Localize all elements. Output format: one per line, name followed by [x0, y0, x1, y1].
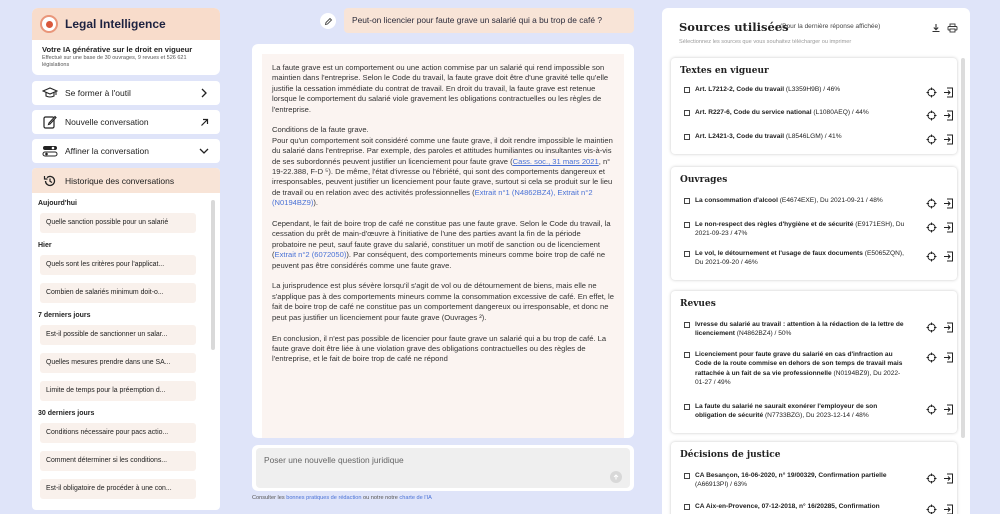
source-label	[695, 320, 909, 339]
source-label	[695, 502, 909, 511]
citation-link[interactable]: Extrait n°1 (N4862BZ4), Extrait n°2 (N0194BZ9)	[272, 187, 593, 208]
target-icon[interactable]	[926, 320, 937, 338]
history-item[interactable]: Est-il possible de sanctionner un salar...	[40, 325, 196, 345]
history-label: Historique des conversations	[65, 175, 175, 186]
target-icon[interactable]	[926, 85, 937, 103]
edit-icon	[40, 115, 60, 129]
sources-title: Sources utilisées	[679, 20, 789, 34]
answer-text-run: ).	[313, 198, 319, 208]
target-icon[interactable]	[926, 132, 937, 150]
source-actions	[926, 220, 954, 238]
target-icon[interactable]	[926, 350, 937, 368]
source-meta: (E5065ZQN), Du 2021-09-20 / 46%	[695, 250, 904, 267]
history-header[interactable]	[32, 168, 220, 193]
source-actions	[926, 402, 954, 420]
section-heading: Décisions de justice	[680, 450, 781, 460]
source-actions	[926, 85, 954, 103]
tagline: Votre IA générative sur le droit en vigueur	[42, 45, 193, 54]
source-item	[684, 220, 954, 239]
sources-scrollbar[interactable]	[961, 58, 965, 438]
answer-text-run: Cependant, le fait de boire trop de café ne constitue pas une faute grave. Selon le Code du travail, la cessation du prêt de main-d'œuvre à l'initiative de l'une des parties avant la fin de la période probatoire ne peut, sauf faute grave du salarié, constituer un motif de sanction ou de licenciement (	[272, 219, 611, 260]
source-checkbox[interactable]	[684, 504, 690, 510]
app-header	[32, 8, 220, 75]
sources-title-note: (Pour la dernière réponse affichée)	[780, 23, 881, 30]
source-meta: (E9171ESH), Du 2021-09-23 / 47%	[695, 221, 905, 238]
history-item[interactable]: Limite de temps pour la préemption d...	[40, 381, 196, 401]
source-meta: (L8546LGM) / 41%	[784, 133, 842, 140]
section-textes-en-vigueur	[671, 58, 957, 154]
new-conversation-button[interactable]	[32, 110, 220, 134]
source-label	[695, 132, 909, 141]
open-source-icon[interactable]	[943, 85, 954, 103]
new-conversation-label: Nouvelle conversation	[65, 117, 149, 127]
source-checkbox[interactable]	[684, 87, 690, 93]
source-title: La faute du salarié ne saurait exonérer l'employeur de son obligation de sécurité	[695, 403, 878, 420]
arrow-up-icon	[613, 474, 619, 480]
toggle-settings-icon	[40, 145, 60, 157]
section-ouvrages	[671, 167, 957, 280]
source-item	[684, 196, 954, 205]
section-title: Conditions de la faute grave.	[272, 125, 369, 135]
source-actions	[926, 320, 954, 338]
group-label-30-days: 30 derniers jours	[38, 410, 95, 417]
source-actions	[926, 196, 954, 214]
open-source-icon[interactable]	[943, 249, 954, 267]
citation-link[interactable]: Cass. soc., 31 mars 2021	[512, 156, 599, 166]
source-checkbox[interactable]	[684, 222, 690, 228]
history-item[interactable]: Comment déterminer si les conditions...	[40, 451, 196, 471]
source-checkbox[interactable]	[684, 404, 690, 410]
source-meta: (A66913PI) / 63%	[695, 481, 748, 489]
source-title: Le non-respect des règles d'hygiène et de sécurité	[695, 221, 854, 228]
answer-text	[262, 54, 624, 438]
source-label	[695, 350, 909, 388]
answer-paragraph: La jurisprudence est plus sévère lorsqu'il s'agit de vol ou de détournement de biens, mais elle ne s'applique pas à des comportements mineurs comme la consommation excessive de café. En effet, le fait de boire trop de café ne constitue pas un comportement dangereux ou irresponsable, et donc ne peut pas justifier un licenciement pour faute grave (Ouvrages ²).	[272, 281, 614, 322]
source-actions	[926, 249, 954, 267]
open-source-icon[interactable]	[943, 471, 954, 489]
source-checkbox[interactable]	[684, 322, 690, 328]
open-source-icon[interactable]	[943, 196, 954, 214]
target-icon[interactable]	[926, 402, 937, 420]
chevron-down-icon	[194, 147, 214, 155]
open-source-icon[interactable]	[943, 108, 954, 126]
app-name: Legal Intelligence	[65, 17, 166, 31]
source-label	[695, 108, 909, 117]
best-practices-link[interactable]: bonnes pratiques de rédaction	[286, 495, 362, 501]
source-checkbox[interactable]	[684, 110, 690, 116]
source-item	[684, 320, 954, 339]
source-item	[684, 350, 954, 388]
user-question: Peut-on licencier pour faute grave un salarié qui a bu trop de café ?	[344, 8, 634, 33]
target-icon[interactable]	[926, 249, 937, 267]
history-list	[32, 193, 220, 510]
group-label-yesterday: Hier	[38, 242, 52, 249]
source-checkbox[interactable]	[684, 251, 690, 257]
source-actions	[926, 502, 954, 514]
source-item	[684, 249, 954, 268]
section-heading: Textes en vigueur	[680, 66, 769, 76]
arrow-up-right-icon	[194, 118, 214, 127]
answer-paragraph: La faute grave est un comportement ou une action commise par un salarié qui rend impossible son maintien dans l'entreprise. Selon le Code du travail, la faute grave doit être d'une gravité telle qu'elle justifie la cessation immédiate du contrat de travail. En droit du travail, la faute grave est retenue lorsque le comportement du salarié viole gravement les obligations contractuelles ou les règles de l'entreprise.	[272, 63, 609, 114]
sources-toolbar	[931, 20, 958, 38]
answer-paragraph: En conclusion, il n'est pas possible de licencier pour faute grave un salarié qui a bu trop de café. La faute grave doit être liée à une violation grave des obligations contractuelles ou des règles de l'entreprise, et le fait de boire trop de café ne répond	[272, 333, 607, 364]
source-item	[684, 132, 954, 141]
answer-panel	[252, 44, 634, 438]
source-label	[695, 85, 909, 94]
target-icon[interactable]	[926, 502, 937, 514]
source-label	[695, 220, 909, 239]
chevron-right-icon	[194, 88, 214, 98]
source-actions	[926, 471, 954, 489]
source-item	[684, 502, 954, 511]
open-source-icon[interactable]	[943, 320, 954, 338]
history-scrollbar[interactable]	[211, 200, 215, 350]
group-label-7-days: 7 derniers jours	[38, 312, 91, 319]
open-source-icon[interactable]	[943, 502, 954, 514]
source-title: Ivresse du salarié au travail : attention à la rédaction de la lettre de licenciement	[695, 321, 904, 338]
source-checkbox[interactable]	[684, 473, 690, 479]
train-button[interactable]	[32, 81, 220, 105]
source-meta: (E4674EXE), Du 2021-09-21 / 48%	[777, 197, 883, 204]
sources-panel	[662, 8, 970, 514]
source-item	[684, 402, 954, 421]
source-item	[684, 85, 954, 94]
source-title: CA Besançon, 16-06-2020, n° 19/00329, Confirmation partielle	[695, 472, 887, 479]
section-revues	[671, 291, 957, 433]
section-heading: Ouvrages	[680, 175, 728, 185]
source-title: La consommation d'alcool	[695, 197, 778, 204]
source-item	[684, 108, 954, 117]
open-source-icon[interactable]	[943, 132, 954, 150]
answer-paragraph	[272, 219, 614, 271]
open-source-icon[interactable]	[943, 350, 954, 368]
source-title: Licenciement pour faute grave du salarié en cas d'infraction au Code de la route commise en dehors de son temps de travail mais rattachée à un fait de sa vie professionnelle	[695, 351, 903, 377]
question-input[interactable]: Poser une nouvelle question juridique	[256, 448, 630, 488]
question-input-box	[252, 445, 634, 491]
refine-conversation-button[interactable]	[32, 139, 220, 163]
source-label	[695, 471, 909, 490]
answer-text-run: ). Par conséquent, des comportements mineurs comme boire trop de café ne peuvent pas être considérés comme une faute grave.	[272, 250, 606, 270]
source-meta: (N4862BZ4) / 50%	[734, 330, 792, 338]
source-actions	[926, 132, 954, 150]
answer-text-run: Pour qu'un comportement soit considéré comme une faute grave, il doit rendre impossible le maintien du salarié dans l'entreprise. Par exemple, des paroles et attitudes humiliantes ou insultantes vis-à-vis de ses subordonnés peuvent justifier un licenciement pour faute grave (	[272, 135, 613, 166]
footer-text: Consulter les	[252, 495, 287, 501]
source-title: Le vol, le détournement et l'usage de faux documents	[695, 250, 863, 257]
source-meta: (N0194BZ9), Du 2022-01-27 / 49%	[695, 369, 901, 387]
target-icon[interactable]	[926, 108, 937, 126]
sources-subtitle: Sélectionnez les sources que vous souhaitez télécharger ou imprimer	[679, 39, 852, 45]
section-heading: Revues	[680, 299, 716, 309]
ai-charter-link[interactable]: charte de l'IA	[399, 495, 432, 501]
history-item[interactable]: Quelles mesures prendre dans une SA...	[40, 353, 196, 373]
source-checkbox[interactable]	[684, 352, 690, 358]
source-title: Art. L7212-2, Code du travail	[695, 86, 785, 93]
open-source-icon[interactable]	[943, 220, 954, 238]
edit-question-icon[interactable]	[320, 13, 336, 29]
source-item	[684, 471, 954, 490]
citation-link[interactable]: Extrait n°2 (6072050)	[274, 250, 347, 260]
history-panel	[32, 168, 220, 510]
source-label	[695, 249, 909, 268]
graduation-cap-icon	[40, 87, 60, 99]
footer-text: ou notre notre	[361, 495, 400, 501]
source-meta: (L1080AEQ) / 44%	[811, 109, 869, 116]
source-actions	[926, 108, 954, 126]
source-title: CA Aix-en-Provence, 07-12-2018, n° 16/20285, Confirmation	[695, 503, 880, 510]
download-icon[interactable]	[931, 20, 941, 38]
source-title: Art. L2421-3, Code du travail	[695, 133, 785, 140]
history-item[interactable]: Combien de salariés minimum doit-o...	[40, 283, 196, 303]
source-checkbox[interactable]	[684, 134, 690, 140]
history-item[interactable]: Conditions nécessaire pour pacs actio...	[40, 423, 196, 443]
target-icon[interactable]	[926, 220, 937, 238]
source-label	[695, 196, 909, 205]
source-checkbox[interactable]	[684, 198, 690, 204]
refine-label: Affiner la conversation	[65, 146, 149, 156]
tagline-sub: Effectué sur une base de 30 ouvrages, 9 revues et 526 621 législations	[42, 55, 187, 68]
history-item[interactable]: Quels sont les critères pour l'applicat...	[40, 255, 196, 275]
target-icon[interactable]	[926, 471, 937, 489]
history-item[interactable]: Quelle sanction possible pour un salarié	[40, 213, 196, 233]
history-item[interactable]: Est-il obligatoire de procéder à une con...	[40, 479, 196, 499]
logo-icon	[40, 15, 58, 33]
source-label	[695, 402, 909, 421]
source-meta: (L3359H9B) / 46%	[784, 86, 841, 93]
source-title: Art. R227-6, Code du service national	[695, 109, 812, 116]
target-icon[interactable]	[926, 196, 937, 214]
brand-bar	[32, 8, 220, 40]
answer-paragraph	[272, 125, 614, 208]
source-meta: (N7733BZG), Du 2023-12-14 / 48%	[763, 412, 869, 420]
answer-text-run: , n° 19-22.388, F-D ⁵). De même, l'état d'ivresse ou l'ébriété, qui sont des comportements dangereux et irresponsables, peuvent justifier un licenciement pour faute grave, surtout si cela se produit sur le lieu de travail ou en relation avec des activités professionnelles (	[272, 156, 613, 197]
group-label-today: Aujourd'hui	[38, 200, 77, 207]
source-actions	[926, 350, 954, 368]
print-icon[interactable]	[947, 20, 958, 38]
section-decisions-de-justice	[671, 442, 957, 514]
send-button[interactable]	[610, 471, 622, 483]
open-source-icon[interactable]	[943, 402, 954, 420]
footer-note	[252, 495, 432, 501]
history-icon	[40, 174, 60, 188]
train-label: Se former à l'outil	[65, 88, 131, 98]
